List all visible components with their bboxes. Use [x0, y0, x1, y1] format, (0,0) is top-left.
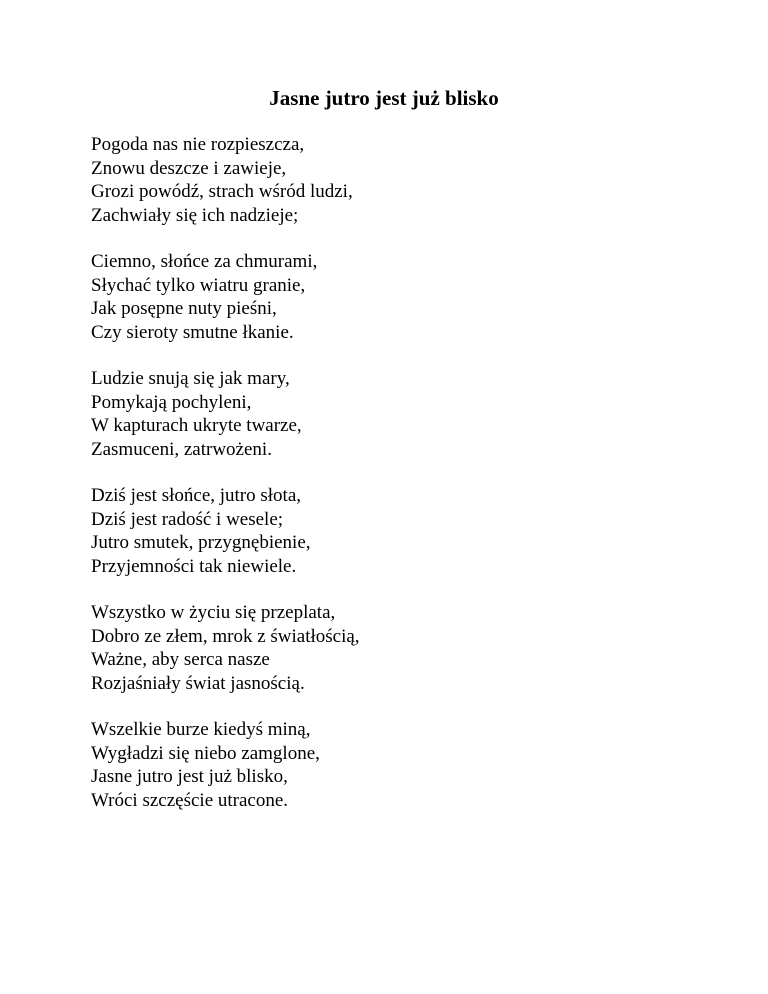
poem-line: Rozjaśniały świat jasnością.: [91, 672, 305, 694]
poem-line: Jutro smutek, przygnębienie,: [91, 532, 311, 553]
stanza-4: [91, 484, 360, 578]
poem-line: Pomykają pochyleni,: [91, 391, 252, 413]
poem-line: Przyjemności tak niewiele.: [91, 555, 297, 577]
poem-line: Grozi powódź, strach wśród ludzi,: [91, 181, 353, 202]
poem-line: Słychać tylko wiatru granie,: [91, 274, 306, 296]
poem-line: Jasne jutro jest już blisko,: [91, 766, 288, 787]
poem-line: Czy sieroty smutne łkanie.: [91, 321, 294, 343]
poem-line: Dziś jest radość i wesele;: [91, 508, 284, 530]
poem-line: Zasmuceni, zatrwożeni.: [91, 438, 272, 460]
poem-title: Jasne jutro jest już blisko: [269, 86, 499, 110]
stanza-2: [91, 250, 360, 344]
poem-line: Znowu deszcze i zawieje,: [91, 157, 287, 179]
stanza-3: [91, 367, 360, 461]
poem-line: Zachwiały się ich nadzieje;: [91, 204, 299, 226]
poem-line: Wygładzi się niebo zamglone,: [91, 742, 320, 764]
poem-line: W kapturach ukryte twarze,: [91, 415, 302, 436]
poem-line: Ważne, aby serca nasze: [91, 649, 270, 670]
poem-line: Ciemno, słońce za chmurami,: [91, 251, 318, 272]
poem-line: Dziś jest słońce, jutro słota,: [91, 485, 302, 506]
stanza-6: [91, 718, 360, 812]
poem-body: [91, 133, 360, 835]
poem-line: Jak posępne nuty pieśni,: [91, 298, 277, 319]
poem-line: Wszelkie burze kiedyś miną,: [91, 719, 311, 740]
poem-line: Ludzie snują się jak mary,: [91, 368, 290, 389]
stanza-5: [91, 601, 360, 695]
poem-line: Pogoda nas nie rozpieszcza,: [91, 134, 305, 155]
poem-line: Dobro ze złem, mrok z światłością,: [91, 625, 360, 647]
poem-line: Wróci szczęście utracone.: [91, 789, 289, 811]
poem-line: Wszystko w życiu się przeplata,: [91, 602, 336, 623]
stanza-1: [91, 133, 360, 227]
